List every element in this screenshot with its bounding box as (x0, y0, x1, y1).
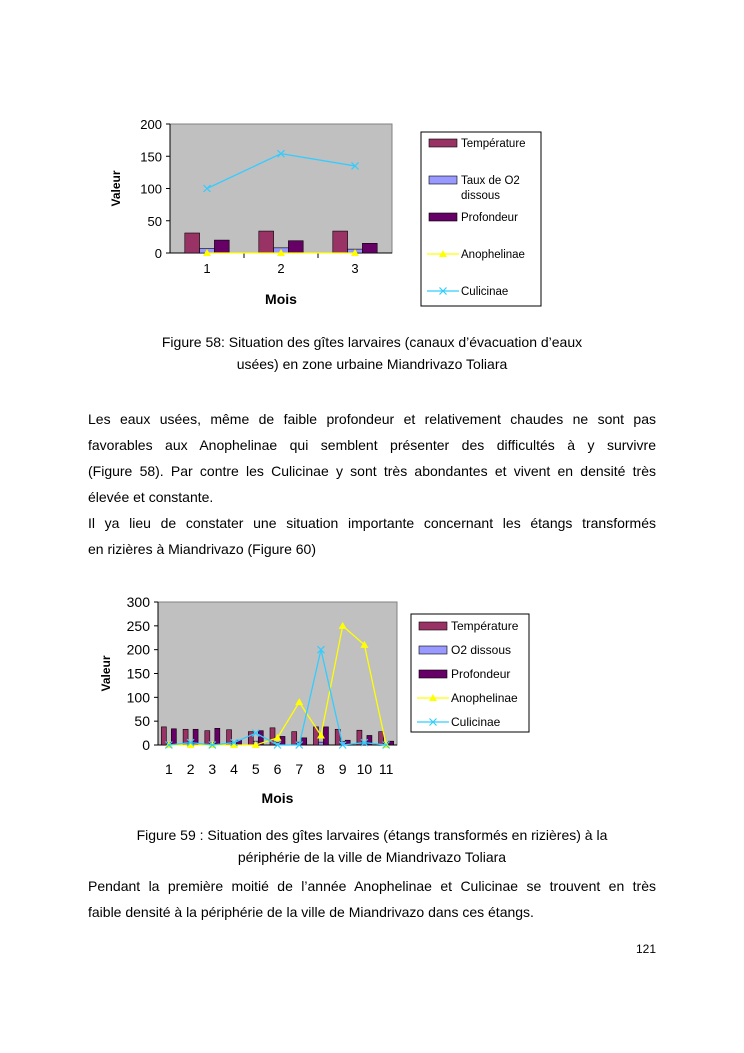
paragraph-1-line: favorables aux Anophelinae qui semblent présenter des difficultés à y survivre (88, 437, 656, 453)
figure-59-caption-line2: périphérie de la ville de Miandrivazo Toliara (237, 849, 507, 865)
bar (379, 732, 384, 745)
figure-59-chart (0, 580, 744, 820)
paragraph-1-line: en rizières à Miandrivazo (Figure 60) (88, 541, 316, 557)
plot-area (170, 124, 392, 253)
y-axis-title: Valeur (99, 655, 113, 692)
legend-swatch (429, 176, 457, 184)
y-tick-label: 50 (134, 713, 150, 730)
bar (292, 732, 297, 745)
legend-label: Profondeur (461, 212, 518, 224)
y-tick-label: 100 (140, 181, 162, 197)
y-tick-label: 50 (147, 213, 162, 229)
y-tick-label: 250 (126, 617, 150, 634)
legend-label: Profondeur (451, 667, 511, 681)
x-tick-label: 2 (186, 761, 195, 777)
paragraph-1-line: (Figure 58). Par contre les Culicinae y sont très abondantes et vivent en densité très (88, 463, 656, 479)
x-tick-label: 7 (295, 761, 304, 777)
legend-label: Température (461, 138, 526, 150)
legend-label: Culicinae (461, 286, 509, 298)
bar (185, 233, 200, 253)
y-tick-label: 200 (126, 641, 150, 658)
figure-58-chart (0, 0, 744, 320)
legend-label: Taux de O2 (461, 175, 520, 187)
x-tick-label: 1 (164, 761, 173, 777)
y-tick-label: 300 (126, 594, 150, 610)
x-axis-title: Mois (265, 291, 297, 307)
bar (323, 727, 328, 745)
legend-label: Culicinae (451, 715, 501, 729)
legend-label: Anophelinae (451, 691, 518, 705)
x-tick-label: 8 (317, 761, 325, 777)
figure-58-caption-line2: usées) en zone urbaine Miandrivazo Toliara (236, 356, 508, 372)
legend-swatch (429, 213, 457, 221)
bar (248, 732, 253, 745)
bar (333, 231, 348, 253)
bar (214, 240, 229, 253)
figure-59-caption (88, 824, 656, 868)
y-tick-label: 200 (140, 117, 162, 132)
bar (205, 731, 210, 745)
bar (288, 241, 303, 253)
figure-59-caption-line1: Figure 59 : Situation des gîtes larvaires (étangs transformés en rizières) à la (136, 827, 608, 843)
y-tick-label: 0 (142, 737, 150, 753)
page-number: 121 (635, 942, 656, 956)
y-tick-label: 0 (154, 246, 162, 261)
paragraph-2-line: Pendant la première moitié de l’année Anophelinae et Culicinae se trouvent en très (88, 878, 656, 894)
x-tick-label: 3 (208, 761, 217, 777)
paragraph-2-line: faible densité à la périphérie de la ville de Miandrivazo dans ces étangs. (88, 904, 534, 920)
x-tick-label: 9 (338, 761, 347, 777)
paragraph-1-line: Il ya lieu de constater une situation importante concernant les étangs transformés (88, 515, 656, 531)
x-tick-label: 2 (277, 261, 285, 276)
paragraph-1 (88, 406, 656, 562)
x-tick-label: 6 (273, 761, 282, 777)
figure-58-caption-line1: Figure 58: Situation des gîtes larvaires (canaux d’évacuation d’eaux (161, 334, 583, 350)
legend-swatch (419, 646, 447, 654)
legend-swatch (419, 670, 447, 678)
legend-label: O2 dissous (451, 643, 512, 657)
bar (318, 742, 323, 745)
x-tick-label: 11 (378, 761, 394, 777)
legend-label: Température (451, 619, 519, 633)
legend-swatch (419, 622, 447, 630)
plot-area (158, 602, 397, 745)
legend-label: Anophelinae (461, 249, 525, 261)
x-tick-label: 4 (230, 761, 238, 777)
x-tick-label: 5 (251, 761, 260, 777)
y-tick-label: 150 (126, 665, 150, 682)
x-tick-label: 10 (356, 761, 373, 777)
paragraph-1-line: Les eaux usées, même de faible profondeur et relativement chaudes ne sont pas (88, 411, 656, 427)
y-tick-label: 150 (140, 149, 162, 165)
x-tick-label: 3 (351, 261, 359, 276)
y-tick-label: 100 (126, 689, 150, 706)
legend-label: dissous (461, 190, 500, 202)
paragraph-2 (88, 873, 656, 925)
paragraph-1-line: élevée et constante. (88, 489, 214, 505)
bar (362, 243, 377, 253)
x-axis-title: Mois (261, 790, 294, 806)
x-tick-label: 1 (203, 261, 211, 276)
bar (259, 231, 274, 253)
legend-swatch (429, 139, 457, 147)
figure-58-caption (88, 331, 656, 375)
y-axis-title: Valeur (109, 170, 123, 207)
